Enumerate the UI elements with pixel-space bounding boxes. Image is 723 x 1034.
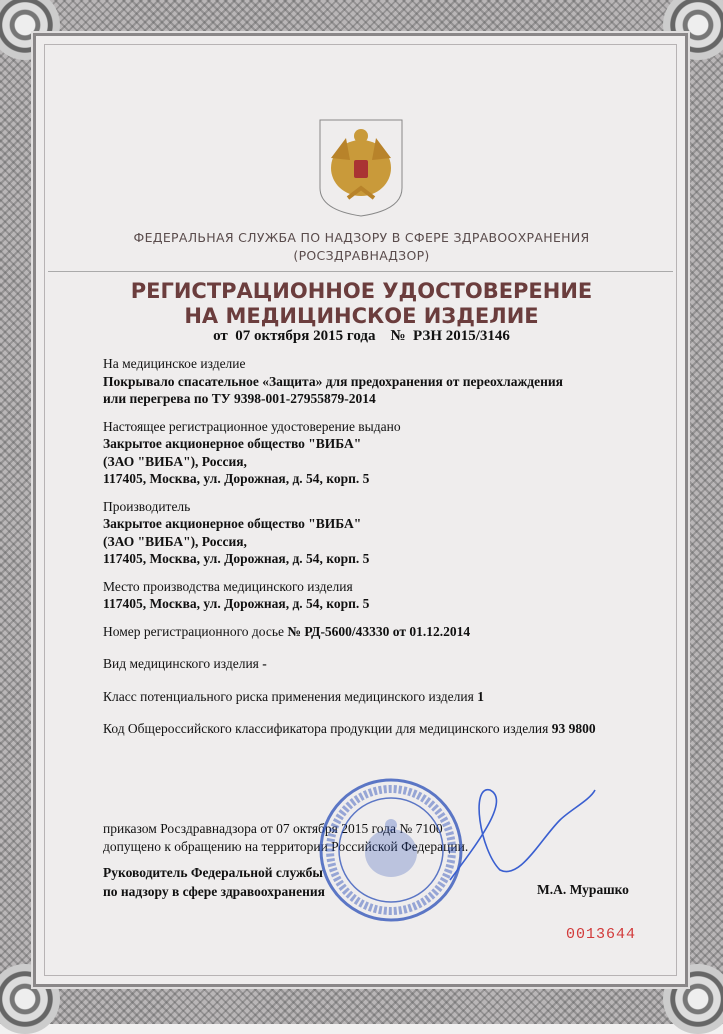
divider — [48, 271, 673, 272]
title-line1: РЕГИСТРАЦИОННОЕ УДОСТОВЕРЕНИЕ — [130, 279, 593, 303]
agency-line1: ФЕДЕРАЛЬНАЯ СЛУЖБА ПО НАДЗОРУ В СФЕРЕ ЗДРАВООХРАНЕНИЯ — [133, 230, 590, 245]
okp-code-section — [103, 720, 663, 738]
okp-code-label: Код Общероссийского классификатора продукции для медицинского изделия — [103, 721, 549, 736]
dossier-value: № РД-5600/43330 от 01.12.2014 — [287, 623, 471, 639]
okp-code-value: 93 9800 — [551, 721, 596, 736]
risk-class-section — [103, 688, 663, 706]
manufacturer-address: 117405, Москва, ул. Дорожная, д. 54, корп. 5 — [103, 551, 370, 566]
device-spec: или перегрева по ТУ 9398-001-27955879-2014 — [103, 391, 376, 406]
order-line1: приказом Росздравнадзора от 07 октября 2015 года № 7100 — [103, 821, 443, 836]
type-label: Вид медицинского изделия — [103, 656, 259, 671]
device-label: На медицинское изделие — [103, 356, 246, 371]
device-name: Покрывало спасательное «Защита» для предохранения от переохлаждения — [103, 373, 563, 389]
issued-to-name: Закрытое акционерное общество "ВИБА" — [103, 436, 362, 451]
type-section — [103, 655, 663, 673]
production-site-address: 117405, Москва, ул. Дорожная, д. 54, корп. 5 — [103, 596, 370, 611]
title-line2: НА МЕДИЦИНСКОЕ ИЗДЕЛИЕ — [184, 304, 539, 328]
device-section — [103, 355, 663, 408]
issued-to-address: 117405, Москва, ул. Дорожная, д. 54, корп. 5 — [103, 471, 370, 486]
production-site-section — [103, 578, 663, 613]
signatory-title1: Руководитель Федеральной службы — [103, 865, 323, 880]
certificate-title — [0, 279, 723, 329]
signatory-name: М.А. Мурашко — [537, 882, 629, 897]
signatory-title2: по надзору в сфере здравоохранения — [103, 884, 325, 899]
manufacturer-label: Производитель — [103, 498, 191, 514]
manufacturer-short: (ЗАО "ВИБА"), Россия, — [103, 533, 247, 549]
manufacturer-section — [103, 498, 663, 568]
issued-to-short: (ЗАО "ВИБА"), Россия, — [103, 453, 247, 469]
coat-of-arms-icon — [318, 118, 404, 218]
signatory-title — [103, 863, 325, 901]
issued-to-section — [103, 418, 663, 488]
manufacturer-name: Закрытое акционерное общество "ВИБА" — [103, 516, 362, 531]
type-value: - — [262, 656, 267, 671]
certificate-date-number: от 07 октября 2015 года № РЗН 2015/3146 — [213, 328, 510, 344]
serial-number: 0013644 — [566, 926, 637, 943]
agency-line2: (РОСЗДРАВНАДЗОР) — [293, 248, 430, 263]
certificate-body — [103, 355, 663, 748]
issued-to-label: Настоящее регистрационное удостоверение выдано — [103, 418, 401, 434]
order-line2: допущено к обращению на территории Российской Федерации. — [103, 839, 469, 854]
agency-name — [0, 229, 723, 265]
dossier-label: Номер регистрационного досье — [103, 623, 285, 639]
dossier-section — [103, 623, 663, 641]
risk-class-label: Класс потенциального риска применения медицинского изделия — [103, 688, 474, 704]
production-site-label: Место производства медицинского изделия — [103, 578, 353, 594]
risk-class-value: 1 — [477, 688, 484, 704]
signature-icon — [440, 780, 600, 890]
